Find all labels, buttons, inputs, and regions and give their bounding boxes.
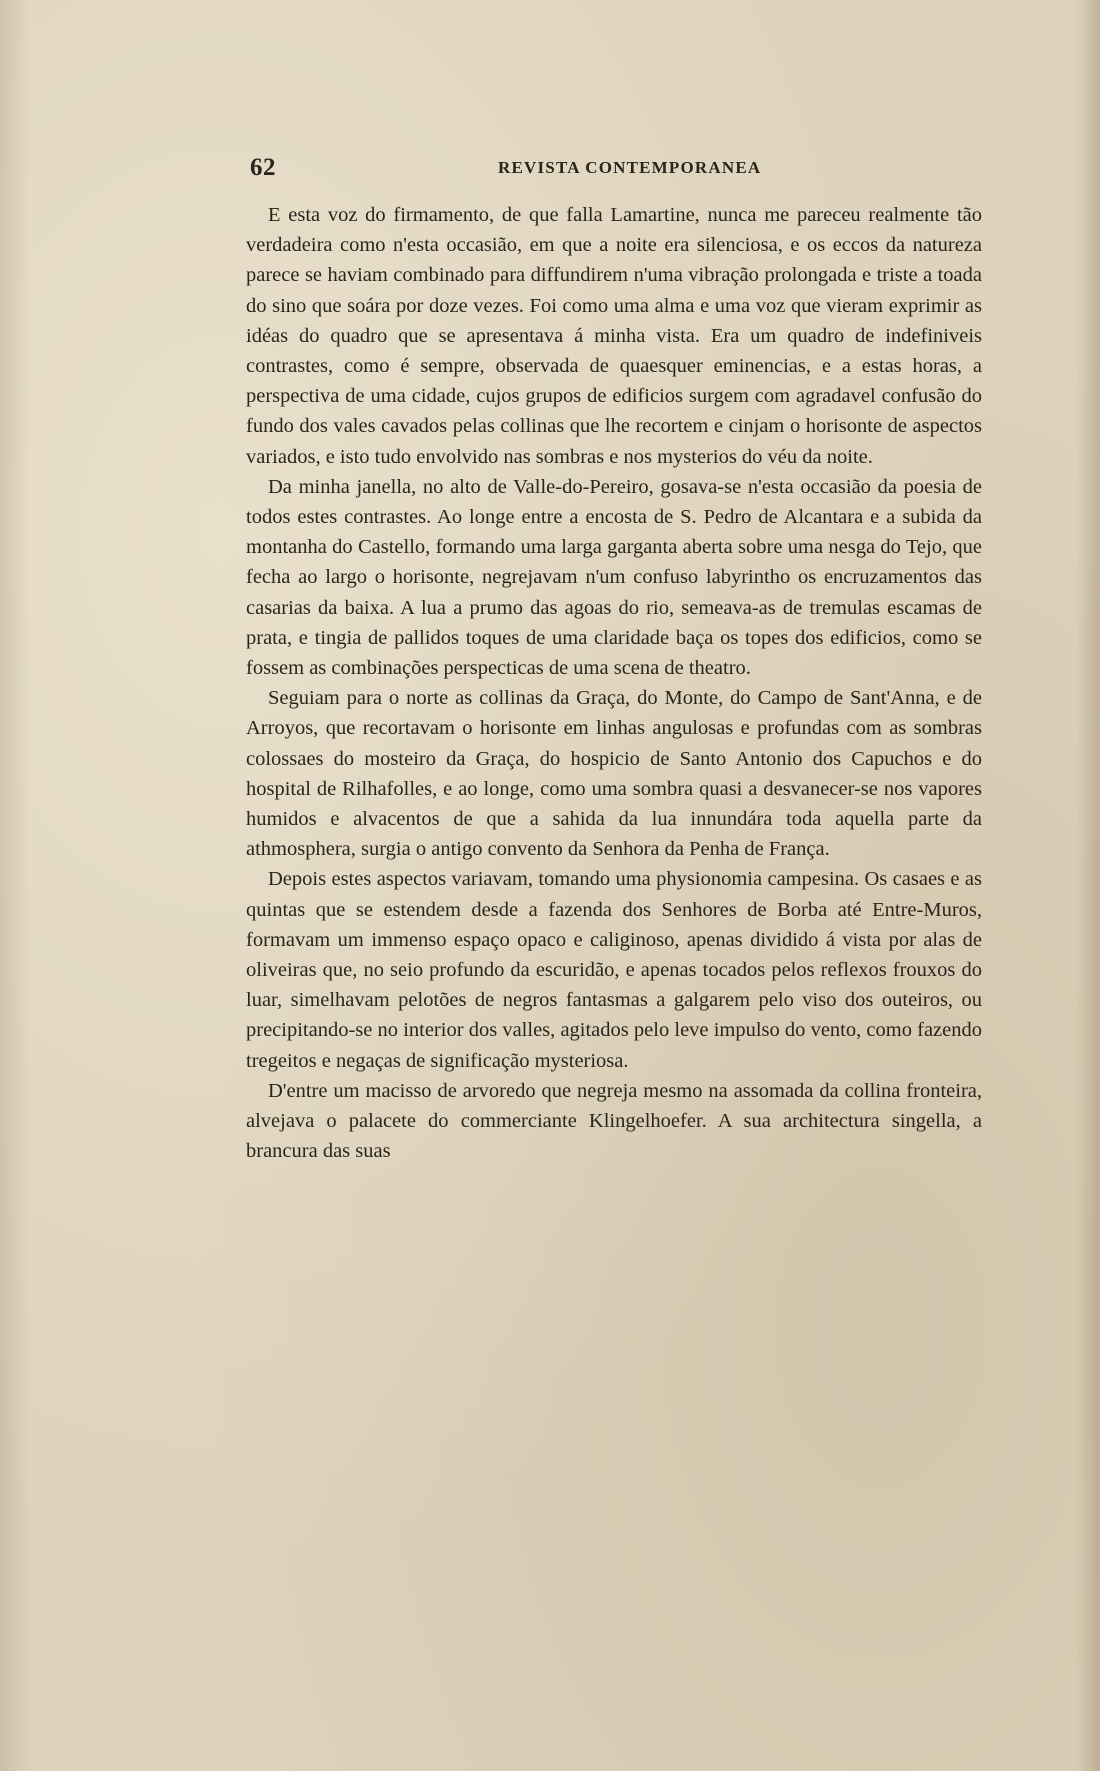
paragraph: Depois estes aspectos variavam, tomando uma physionomia campesina. Os casaes e as quintas que se estendem desde a fazenda dos Senhores de Borba até Entre-Muros, formavam um immenso espaço opaco e caliginoso, apenas dividido á vista por alas de oliveiras que, no seio profundo da escuridão, e apenas tocados pelos reflexos frouxos do luar, simelhavam pelotões de negros fantasmas a galgarem pelo viso dos outeiros, ou precipitando-se no interior dos valles, agitados pelo leve impulso do vento, como fazendo tregeitos e negaças de significação mysteriosa. bbox=[246, 868, 982, 1072]
page-edge-shadow bbox=[1076, 0, 1100, 1771]
page-number: 62 bbox=[250, 154, 276, 181]
paragraph: Seguiam para o norte as collinas da Graça, do Monte, do Campo de Sant'Anna, e de Arroyos, que recortavam o horisonte em linhas angulosas e profundas com as sombras colossaes do mosteiro da Graça, do hospicio de Santo Antonio dos Capuchos e do hospital de Rilhafolles, e ao longe, como uma sombra quasi a desvanecer-se nos vapores humidos e alvacentos de que a sahida da lua innundára toda aquella parte da athmosphera, surgia o antigo convento da Senhora da Penha de França. bbox=[246, 687, 982, 861]
page-gutter-shadow bbox=[0, 0, 30, 1771]
paragraph: D'entre um macisso de arvoredo que negreja mesmo na assomada da collina fronteira, alvejava o palacete do commerciante Klingelhoefer. A sua architectura singella, a brancura das suas bbox=[246, 1079, 982, 1163]
page-header bbox=[250, 154, 980, 184]
paragraph: E esta voz do firmamento, de que falla Lamartine, nunca me pareceu realmente tão verdadeira como n'esta occasião, em que a noite era silenciosa, e os eccos da natureza parece se haviam combinado para diffundirem n'uma vibração prolongada e triste a toada do sino que soára por doze vezes. Foi como uma alma e uma voz que vieram exprimir as idéas do quadro que se apresentava á minha vista. Era um quadro de indefiniveis contrastes, como é sempre, observada de quaesquer eminencias, e a estas horas, a perspectiva de uma cidade, cujos grupos de edificios surgem com agradavel confusão do fundo dos vales cavados pelas collinas que lhe recortem e cinjam o horisonte de aspectos variados, e isto tudo envolvido nas sombras e nos mysterios do véu da noite. bbox=[246, 204, 982, 468]
body-text bbox=[246, 200, 982, 1167]
paragraph: Da minha janella, no alto de Valle-do-Pereiro, gosava-se n'esta occasião da poesia de todos estes contrastes. Ao longe entre a encosta de S. Pedro de Alcantara e a subida da montanha do Castello, formando uma larga garganta aberta sobre uma nesga do Tejo, que fecha ao largo o horisonte, negrejavam n'um confuso labyrintho os encruzamentos das casarias da baixa. A lua a prumo das agoas do rio, semeava-as de tremulas escamas de prata, e tingia de pallidos toques de uma claridade baça os topes dos edificios, como se fossem as combinações perspecticas de uma scena de theatro. bbox=[246, 475, 982, 680]
running-title: REVISTA CONTEMPORANEA bbox=[498, 158, 762, 177]
